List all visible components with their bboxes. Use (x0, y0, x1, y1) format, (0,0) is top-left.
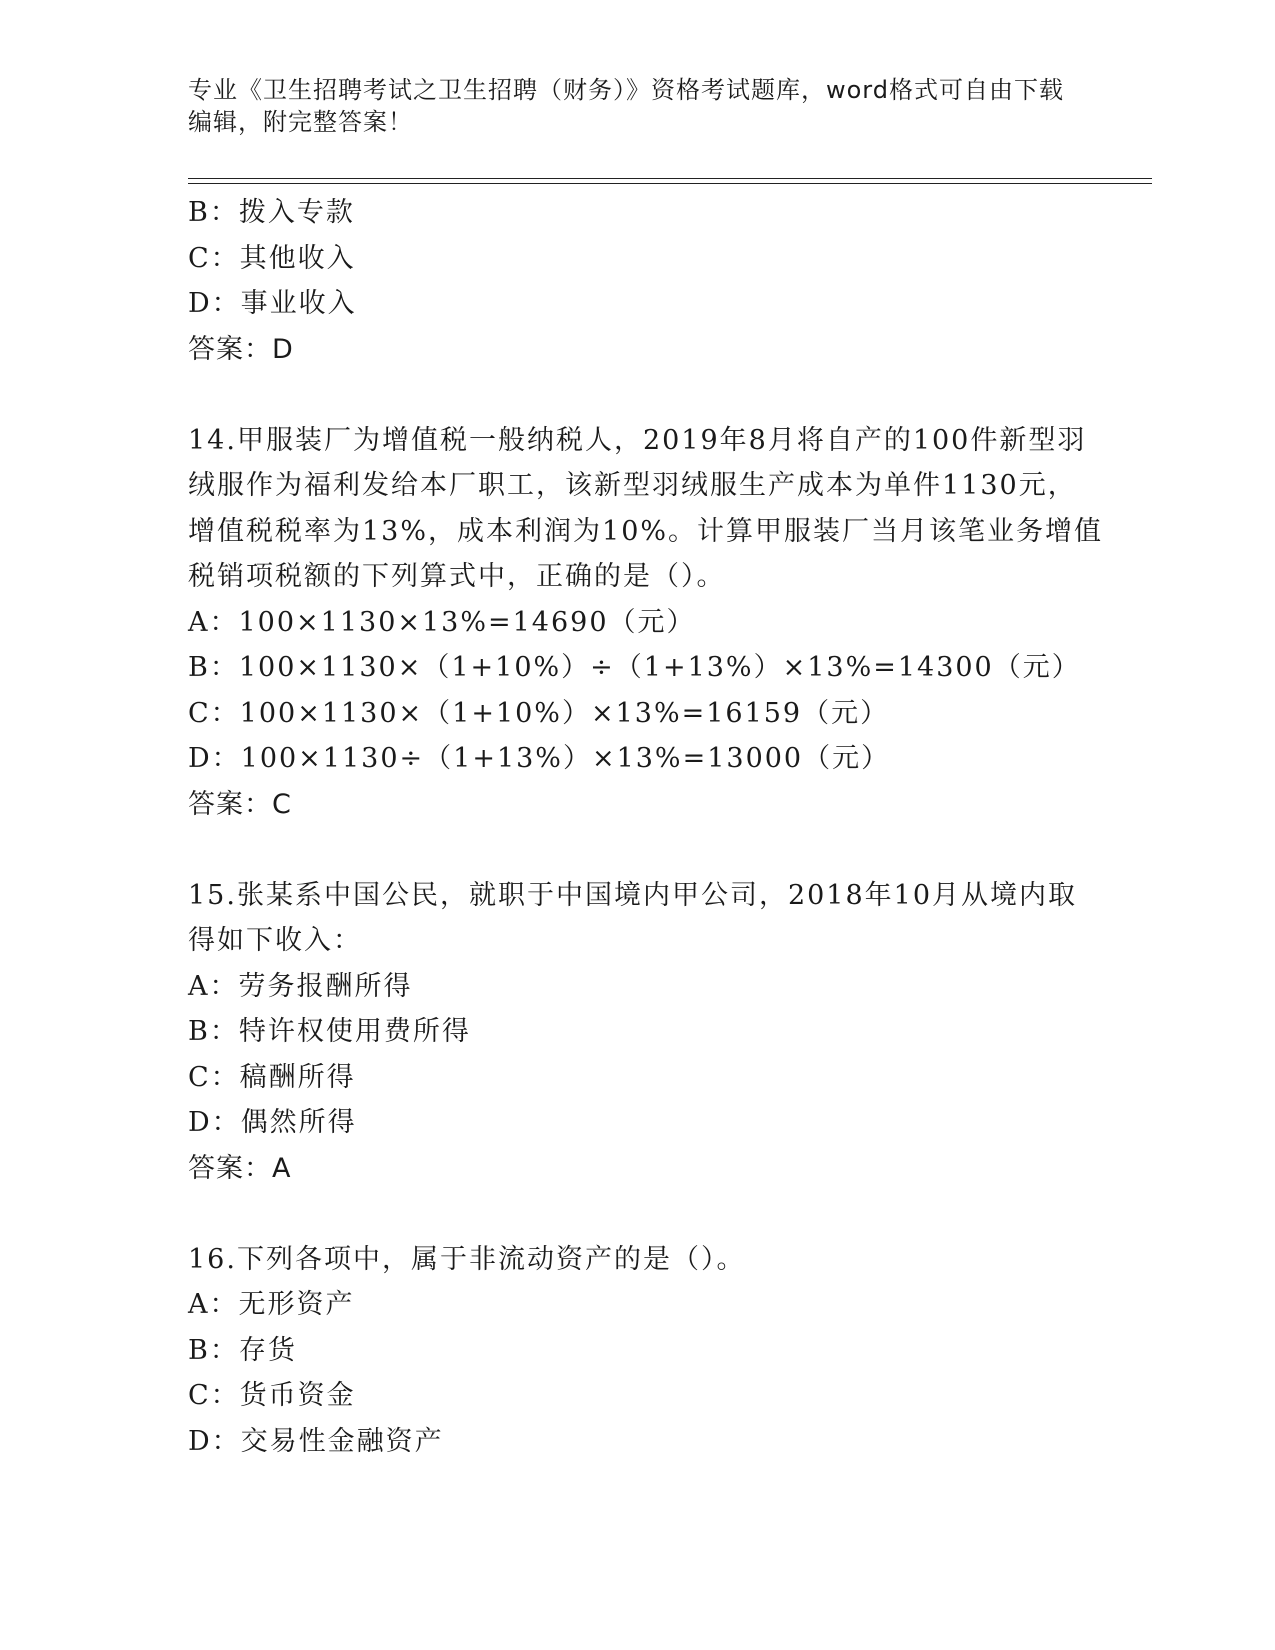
question-14-option-d: D：100×1130÷（1+13%）×13%=13000（元） (188, 743, 891, 774)
question-14-option-a: A：100×1130×13%=14690（元） (188, 606, 696, 638)
question-14-stem-line-2: 绒服作为福利发给本厂职工，该新型羽绒服生产成本为单件1130元， (188, 470, 1077, 501)
document-header (188, 74, 1068, 138)
question-16-option-c: C：货币资金 (188, 1380, 356, 1411)
question-16-option-b: B：存货 (188, 1334, 297, 1366)
question-14-answer: 答案：C (188, 788, 292, 820)
question-15-stem-line-2: 得如下收入： (188, 925, 362, 956)
question-13-option-b: B：拨入专款 (188, 197, 355, 228)
question-16-option-a: A：无形资产 (188, 1289, 355, 1320)
header-line-1: 专业《卫生招聘考试之卫生招聘（财务）》资格考试题库，word格式可自由下载 (188, 76, 1064, 104)
question-15-option-d: D：偶然所得 (188, 1107, 357, 1138)
header-line-2: 编辑，附完整答案！ (188, 108, 413, 136)
question-15-option-b: B：特许权使用费所得 (188, 1016, 471, 1047)
question-13-answer: 答案：D (188, 333, 294, 365)
question-14-stem-line-4: 税销项税额的下列算式中，正确的是（）。 (188, 561, 726, 592)
question-13-tail (188, 190, 1088, 372)
question-15 (188, 873, 1088, 1192)
question-16 (188, 1237, 1088, 1465)
question-list (188, 190, 1104, 1464)
header-divider-top (188, 178, 1152, 179)
question-14-option-b: B：100×1130×（1+10%）÷（1+13%）×13%=14300（元） (188, 652, 1081, 683)
question-13-option-c: C：其他收入 (188, 242, 356, 274)
question-16-stem-line-1: 16.下列各项中，属于非流动资产的是（）。 (188, 1243, 746, 1275)
question-16-option-d: D：交易性金融资产 (188, 1425, 444, 1457)
question-13-option-d: D：事业收入 (188, 288, 357, 319)
question-spacer (188, 827, 1088, 873)
header-divider-bottom (188, 183, 1152, 184)
question-15-answer: 答案：A (188, 1152, 292, 1184)
question-spacer (188, 372, 1088, 418)
question-14 (188, 418, 1104, 828)
question-14-stem-line-1: 14.甲服装厂为增值税一般纳税人，2019年8月将自产的100件新型羽 (188, 424, 1087, 456)
question-15-stem-line-1: 15.张某系中国公民，就职于中国境内甲公司，2018年10月从境内取 (188, 879, 1078, 911)
question-spacer (188, 1191, 1088, 1237)
question-14-option-c: C：100×1130×（1+10%）×13%=16159（元） (188, 697, 890, 729)
question-15-option-a: A：劳务报酬所得 (188, 970, 413, 1002)
question-15-option-c: C：稿酬所得 (188, 1061, 356, 1093)
question-14-stem-line-3: 增值税税率为13%，成本利润为10%。计算甲服装厂当月该笔业务增值 (188, 515, 1104, 547)
